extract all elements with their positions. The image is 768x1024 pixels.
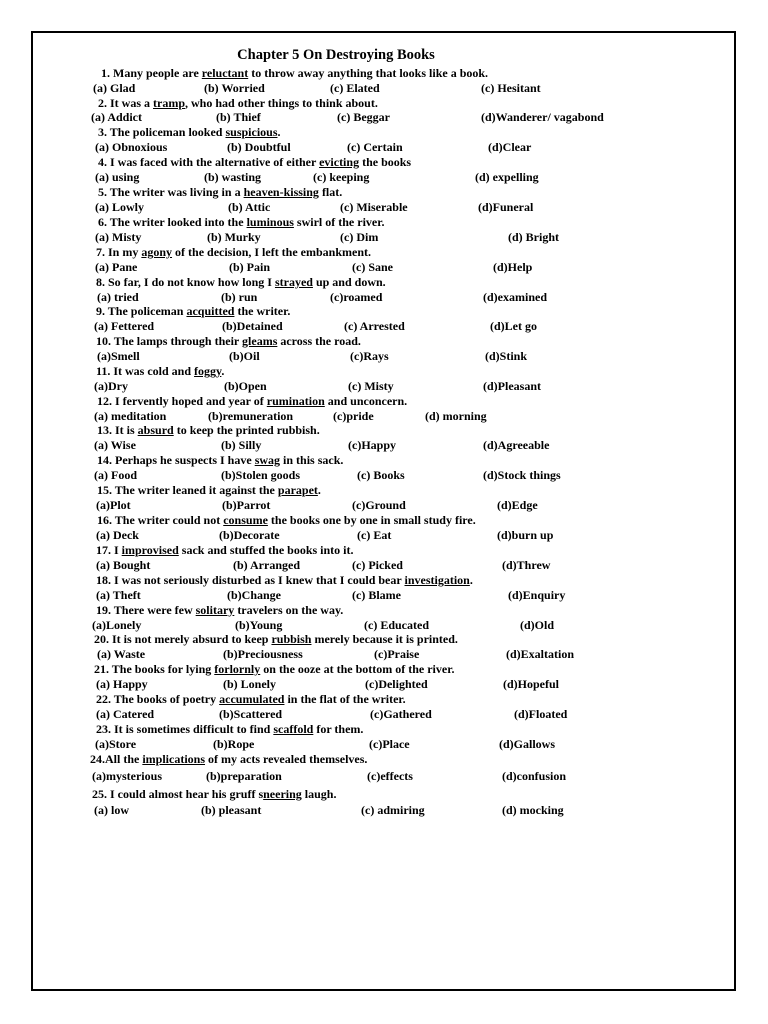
question-text: on the ooze at the bottom of the river. bbox=[260, 662, 455, 676]
option-d: (d) expelling bbox=[475, 170, 539, 184]
option-d: (d)Old bbox=[520, 618, 555, 632]
option-b: (b)Oil bbox=[229, 349, 260, 363]
question-19 bbox=[96, 603, 343, 617]
underlined-word: heaven-kissing bbox=[243, 185, 319, 199]
underlined-word: suspicious bbox=[225, 125, 278, 139]
option-c: (c)Happy bbox=[348, 438, 396, 452]
option-a: (a) Food bbox=[94, 468, 137, 482]
options-row-5 bbox=[0, 200, 768, 214]
underlined-word: consume bbox=[223, 513, 268, 527]
underlined-word: improvised bbox=[121, 543, 179, 557]
question-text: 9. The policeman bbox=[96, 304, 187, 318]
option-c: (c)Gathered bbox=[370, 707, 432, 721]
question-text: of the decision, I left the embankment. bbox=[172, 245, 372, 259]
question-text: 20. It is not merely absurd to keep bbox=[94, 632, 272, 646]
underlined-word: rumination bbox=[266, 394, 325, 408]
question-17 bbox=[96, 543, 354, 557]
option-c: (c) Certain bbox=[347, 140, 403, 154]
option-a: (a) Wise bbox=[94, 438, 136, 452]
options-row-3 bbox=[0, 140, 768, 154]
underlined-word: strayed bbox=[274, 275, 313, 289]
option-a: (a) Addict bbox=[91, 110, 142, 124]
options-row-23 bbox=[0, 737, 768, 751]
underlined-word: accumulated bbox=[219, 692, 285, 706]
option-a: (a) Catered bbox=[96, 707, 155, 721]
option-a: (a) low bbox=[94, 803, 129, 817]
question-text: 18. I was not seriously disturbed as I knew that I could bear bbox=[96, 573, 405, 587]
option-b: (b) Doubtful bbox=[227, 140, 291, 154]
option-d: (d)Stock things bbox=[483, 468, 561, 482]
option-b: (b)Change bbox=[227, 588, 282, 602]
question-text: laugh. bbox=[301, 787, 337, 801]
option-d: (d)Pleasant bbox=[483, 379, 541, 393]
options-row-1 bbox=[0, 81, 768, 95]
option-b: (b) Silly bbox=[221, 438, 262, 452]
question-text: 16. The writer could not bbox=[97, 513, 224, 527]
option-b: (b) Pain bbox=[229, 260, 271, 274]
question-text: 24.All the bbox=[90, 752, 143, 766]
option-d: (d) Bright bbox=[508, 230, 559, 244]
option-a: (a) Obnoxious bbox=[95, 140, 168, 154]
option-d: (d)examined bbox=[483, 290, 547, 304]
option-b: (b) Attic bbox=[228, 200, 271, 214]
question-15 bbox=[97, 483, 321, 497]
option-a: (a) Bought bbox=[96, 558, 151, 572]
option-a: (a) Lowly bbox=[95, 200, 144, 214]
option-a: (a) tried bbox=[97, 290, 139, 304]
underlined-word: absurd bbox=[137, 423, 174, 437]
option-c: (c)Praise bbox=[374, 647, 420, 661]
option-d: (d)Clear bbox=[488, 140, 532, 154]
question-text: flat. bbox=[318, 185, 343, 199]
question-text: travelers on the way. bbox=[234, 603, 344, 617]
option-c: (c) keeping bbox=[313, 170, 370, 184]
option-a: (a) Deck bbox=[96, 528, 139, 542]
option-b: (b) pleasant bbox=[201, 803, 262, 817]
option-c: (c)Delighted bbox=[365, 677, 428, 691]
option-d: (d) morning bbox=[425, 409, 487, 423]
option-c: (c)effects bbox=[367, 769, 413, 783]
options-row-12 bbox=[0, 409, 768, 423]
question-text: 21. The books for lying bbox=[94, 662, 215, 676]
options-row-8 bbox=[0, 290, 768, 304]
option-d: (d)Let go bbox=[490, 319, 537, 333]
options-row-6 bbox=[0, 230, 768, 244]
options-row-10 bbox=[0, 349, 768, 363]
option-d: (d)Enquiry bbox=[508, 588, 566, 602]
option-d: (d) mocking bbox=[502, 803, 564, 817]
question-text: 2. It was a bbox=[98, 96, 154, 110]
question-text: 23. It is sometimes difficult to find bbox=[96, 722, 274, 736]
underlined-word: solitary bbox=[195, 603, 235, 617]
option-a: (a)Plot bbox=[96, 498, 131, 512]
option-b: (b)Scattered bbox=[219, 707, 283, 721]
option-b: (b) Murky bbox=[207, 230, 261, 244]
option-c: (c) Elated bbox=[330, 81, 380, 95]
options-row-7 bbox=[0, 260, 768, 274]
question-text: to keep the printed rubbish. bbox=[173, 423, 320, 437]
option-b: (b) Arranged bbox=[233, 558, 300, 572]
option-c: (c) Sane bbox=[352, 260, 393, 274]
option-c: (c) Miserable bbox=[340, 200, 408, 214]
option-c: (c) Beggar bbox=[337, 110, 390, 124]
option-b: (b) Worried bbox=[204, 81, 265, 95]
option-c: (c)Rays bbox=[350, 349, 389, 363]
options-row-22 bbox=[0, 707, 768, 721]
option-d: (d)Gallows bbox=[499, 737, 556, 751]
question-text: of my acts revealed themselves. bbox=[205, 752, 368, 766]
question-12 bbox=[97, 394, 407, 408]
question-4 bbox=[98, 155, 411, 169]
question-text: swirl of the river. bbox=[293, 215, 385, 229]
question-text: up and down. bbox=[312, 275, 386, 289]
question-text: , who had other things to think about. bbox=[185, 96, 378, 110]
question-text: 25. I could almost hear his gruff s bbox=[92, 787, 264, 801]
underlined-word: reluctant bbox=[201, 66, 249, 80]
option-b: (b)Decorate bbox=[219, 528, 280, 542]
option-b: (b)Parrot bbox=[222, 498, 271, 512]
option-a: (a) Glad bbox=[93, 81, 136, 95]
question-text: in this sack. bbox=[280, 453, 344, 467]
question-text: 15. The writer leaned it against the bbox=[97, 483, 278, 497]
option-b: (b) run bbox=[221, 290, 258, 304]
option-c: (c) Blame bbox=[352, 588, 401, 602]
underlined-word: gleams bbox=[242, 334, 278, 348]
option-b: (b)Stolen goods bbox=[221, 468, 301, 482]
question-text: 13. It is bbox=[97, 423, 138, 437]
question-text: . bbox=[317, 483, 321, 497]
underlined-word: rubbish bbox=[271, 632, 312, 646]
options-row-9 bbox=[0, 319, 768, 333]
options-row-16 bbox=[0, 528, 768, 542]
option-b: (b)Detained bbox=[222, 319, 283, 333]
question-text: 11. It was cold and bbox=[96, 364, 195, 378]
question-text: . bbox=[469, 573, 473, 587]
question-14 bbox=[97, 453, 343, 467]
options-row-4 bbox=[0, 170, 768, 184]
question-22 bbox=[96, 692, 406, 706]
option-a: (a) Happy bbox=[96, 677, 148, 691]
question-text: the books one by one in small study fire. bbox=[267, 513, 476, 527]
question-text: 22. The books of poetry bbox=[96, 692, 220, 706]
question-text: to throw away anything that looks like a book. bbox=[248, 66, 489, 80]
question-3 bbox=[98, 125, 281, 139]
question-text: . bbox=[221, 364, 225, 378]
question-25 bbox=[92, 787, 336, 801]
option-a: (a) Waste bbox=[97, 647, 146, 661]
options-row-17 bbox=[0, 558, 768, 572]
option-b: (b)remuneration bbox=[208, 409, 294, 423]
question-text: in the flat of the writer. bbox=[284, 692, 406, 706]
question-5 bbox=[98, 185, 342, 199]
option-d: (d)Threw bbox=[502, 558, 551, 572]
question-6 bbox=[98, 215, 384, 229]
underlined-word: scaffold bbox=[273, 722, 314, 736]
question-24 bbox=[90, 752, 367, 766]
option-d: (c) Hesitant bbox=[481, 81, 541, 95]
option-a: (a) Pane bbox=[95, 260, 138, 274]
option-d: (d)Exaltation bbox=[506, 647, 575, 661]
option-d: (d)burn up bbox=[497, 528, 554, 542]
question-text: for them. bbox=[313, 722, 364, 736]
option-b: (b)Young bbox=[235, 618, 283, 632]
question-text: 12. I fervently hoped and year of bbox=[97, 394, 267, 408]
options-row-11 bbox=[0, 379, 768, 393]
option-c: (c) Educated bbox=[364, 618, 429, 632]
option-d: (d)Funeral bbox=[478, 200, 534, 214]
question-text: 3. The policeman looked bbox=[98, 125, 226, 139]
underlined-word: evicting bbox=[319, 155, 360, 169]
option-a: (a) Fettered bbox=[94, 319, 155, 333]
option-a: (a)mysterious bbox=[92, 769, 162, 783]
underlined-word: neering bbox=[263, 787, 302, 801]
options-row-15 bbox=[0, 498, 768, 512]
option-d: (d)Floated bbox=[514, 707, 568, 721]
underlined-word: parapet bbox=[277, 483, 318, 497]
option-c: (c) Arrested bbox=[344, 319, 405, 333]
question-text: 5. The writer was living in a bbox=[98, 185, 244, 199]
question-7 bbox=[96, 245, 371, 259]
option-c: (c)Ground bbox=[352, 498, 406, 512]
question-1 bbox=[101, 66, 488, 80]
question-10 bbox=[96, 334, 361, 348]
option-a: (a)Store bbox=[95, 737, 137, 751]
question-text: across the road. bbox=[277, 334, 361, 348]
option-d: (d)Stink bbox=[485, 349, 528, 363]
option-a: (a) meditation bbox=[94, 409, 167, 423]
question-9 bbox=[96, 304, 290, 318]
question-text: the books bbox=[359, 155, 412, 169]
option-c: (c) Dim bbox=[340, 230, 379, 244]
options-row-20 bbox=[0, 647, 768, 661]
options-row-25 bbox=[0, 803, 768, 817]
options-row-2 bbox=[0, 110, 768, 124]
question-text: 14. Perhaps he suspects I have bbox=[97, 453, 255, 467]
option-a: (a)Smell bbox=[97, 349, 140, 363]
option-c: (c)pride bbox=[333, 409, 374, 423]
question-text: 19. There were few bbox=[96, 603, 196, 617]
option-d: (d)confusion bbox=[502, 769, 567, 783]
option-a: (a) using bbox=[95, 170, 140, 184]
option-b: (b)Rope bbox=[213, 737, 255, 751]
option-c: (c) Picked bbox=[352, 558, 403, 572]
option-a: (a)Dry bbox=[94, 379, 128, 393]
option-b: (b) Lonely bbox=[223, 677, 277, 691]
option-b: (b)Preciousness bbox=[223, 647, 303, 661]
underlined-word: agony bbox=[141, 245, 173, 259]
question-21 bbox=[94, 662, 454, 676]
question-20 bbox=[94, 632, 458, 646]
question-text: 7. In my bbox=[96, 245, 142, 259]
option-c: (c) admiring bbox=[361, 803, 425, 817]
question-18 bbox=[96, 573, 473, 587]
question-text: sack and stuffed the books into it. bbox=[178, 543, 354, 557]
option-d: (d)Hopeful bbox=[503, 677, 560, 691]
question-text: . bbox=[277, 125, 281, 139]
underlined-word: foggy bbox=[194, 364, 222, 378]
options-row-18 bbox=[0, 588, 768, 602]
option-c: (c)roamed bbox=[330, 290, 383, 304]
question-text: 6. The writer looked into the bbox=[98, 215, 247, 229]
option-b: (b) Thief bbox=[216, 110, 261, 124]
option-b: (b)preparation bbox=[206, 769, 282, 783]
question-16 bbox=[97, 513, 476, 527]
question-text: 4. I was faced with the alternative of either bbox=[98, 155, 320, 169]
question-text: merely because it is printed. bbox=[311, 632, 458, 646]
question-text: 8. So far, I do not know how long I bbox=[96, 275, 275, 289]
option-a: (a)Lonely bbox=[92, 618, 142, 632]
question-13 bbox=[97, 423, 320, 437]
question-23 bbox=[96, 722, 363, 736]
question-text: 10. The lamps through their bbox=[96, 334, 243, 348]
option-c: (c) Misty bbox=[348, 379, 394, 393]
question-text: 1. Many people are bbox=[101, 66, 202, 80]
option-d: (d)Edge bbox=[497, 498, 538, 512]
option-c: (c) Books bbox=[357, 468, 405, 482]
options-row-13 bbox=[0, 438, 768, 452]
underlined-word: forlornly bbox=[214, 662, 261, 676]
option-b: (b)Open bbox=[224, 379, 267, 393]
options-row-19 bbox=[0, 618, 768, 632]
option-d: (d)Wanderer/ vagabond bbox=[481, 110, 604, 124]
page-title: Chapter 5 On Destroying Books bbox=[237, 47, 435, 63]
option-c: (c)Place bbox=[369, 737, 410, 751]
underlined-word: implications bbox=[142, 752, 206, 766]
underlined-word: acquitted bbox=[186, 304, 235, 318]
option-a: (a) Theft bbox=[96, 588, 141, 602]
question-2 bbox=[98, 96, 378, 110]
question-text: the writer. bbox=[234, 304, 291, 318]
option-a: (a) Misty bbox=[95, 230, 142, 244]
question-text: 17. I bbox=[96, 543, 122, 557]
options-row-14 bbox=[0, 468, 768, 482]
options-row-24 bbox=[0, 769, 768, 783]
option-d: (d)Help bbox=[493, 260, 533, 274]
underlined-word: luminous bbox=[246, 215, 294, 229]
option-c: (c) Eat bbox=[357, 528, 392, 542]
underlined-word: swag bbox=[254, 453, 281, 467]
question-11 bbox=[96, 364, 224, 378]
question-8 bbox=[96, 275, 386, 289]
option-d: (d)Agreeable bbox=[483, 438, 550, 452]
question-text: and unconcern. bbox=[324, 394, 408, 408]
options-row-21 bbox=[0, 677, 768, 691]
underlined-word: investigation bbox=[404, 573, 470, 587]
option-b: (b) wasting bbox=[204, 170, 262, 184]
underlined-word: tramp bbox=[153, 96, 186, 110]
